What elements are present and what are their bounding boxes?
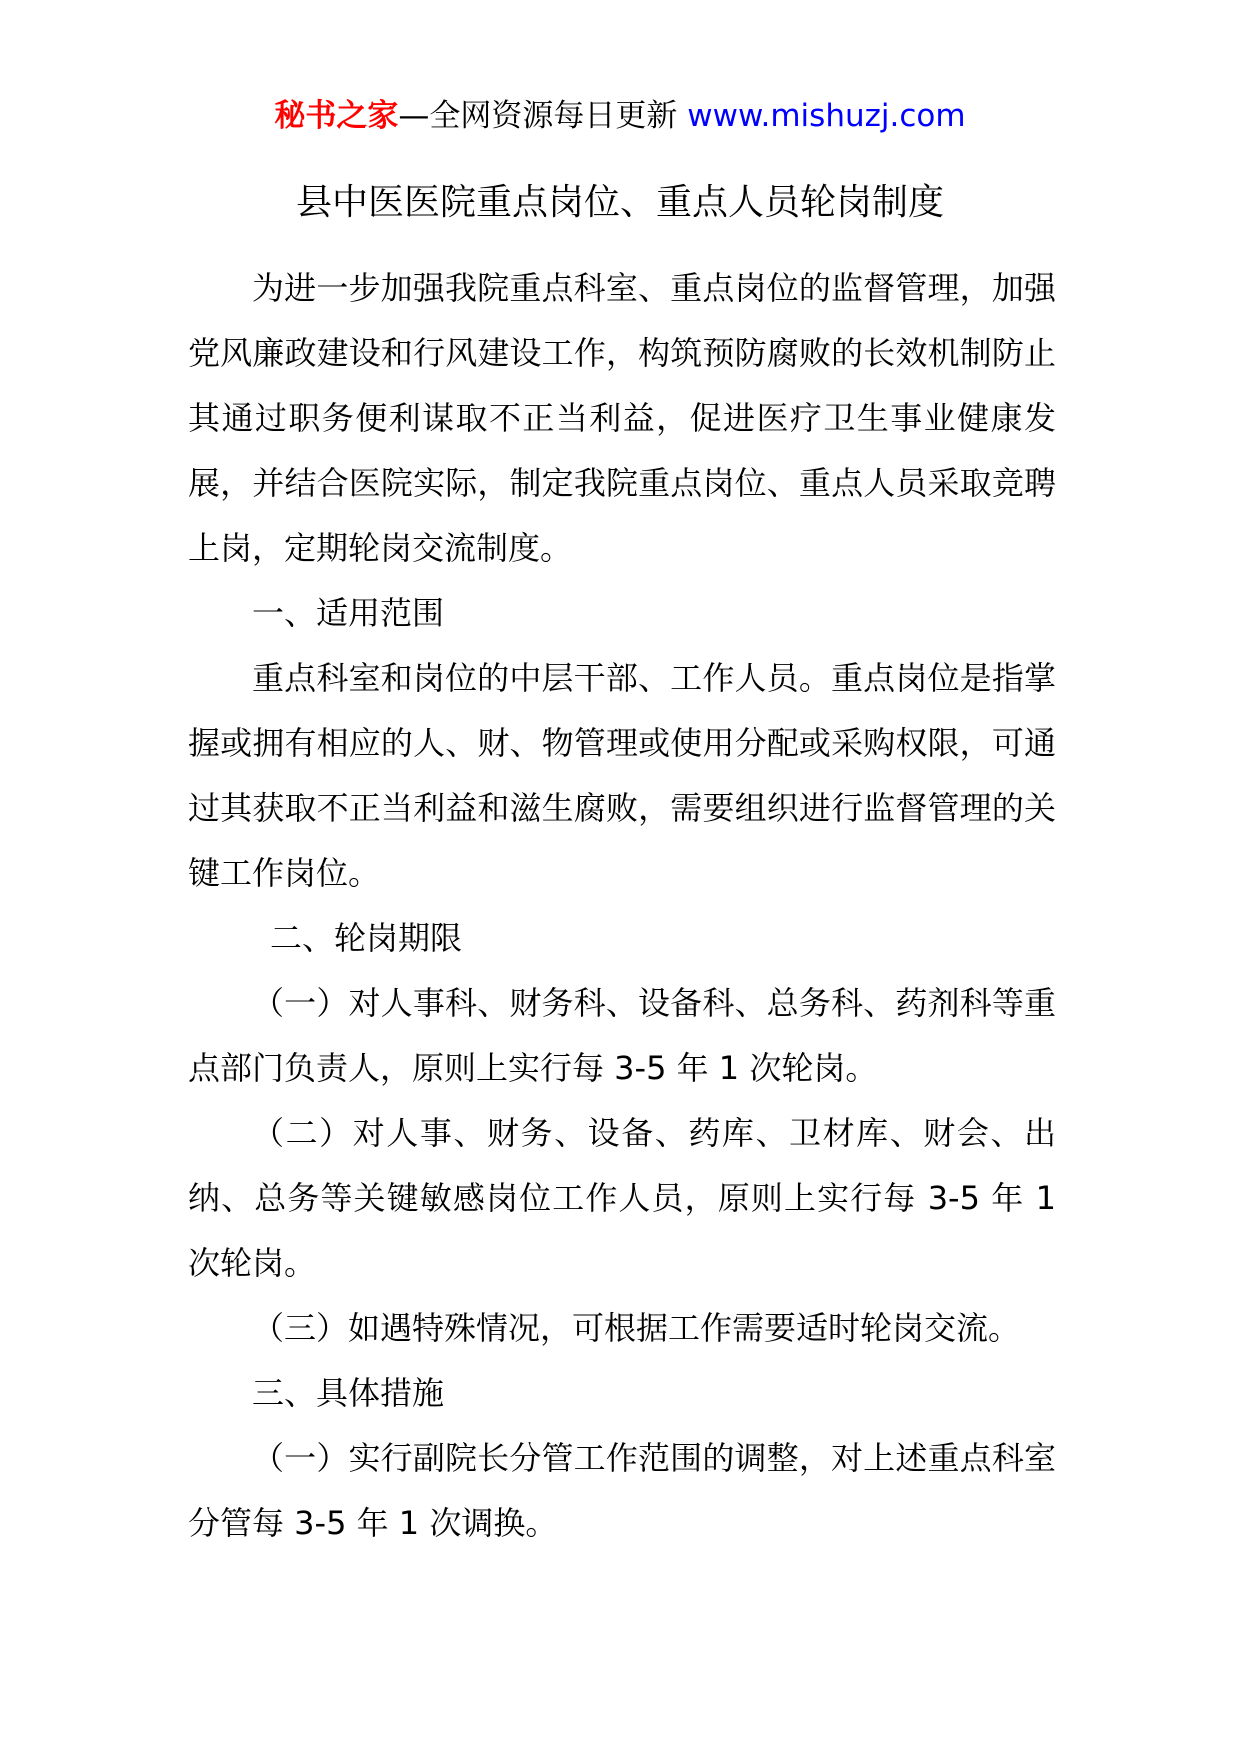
site-header [0, 96, 1240, 136]
site-url-link[interactable]: www.mishuzj.com [687, 98, 966, 134]
rotation-item-1: （一）对人事科、财务科、设备科、总务科、药剂科等重点部门负责人，原则上实行每 3-5 年 1 次轮岗。 [188, 984, 1056, 1087]
section-heading-scope: 一、适用范围 [252, 594, 445, 632]
document-body [188, 256, 1056, 1556]
measure-item-1: （一）实行副院长分管工作范围的调整，对上述重点科室分管每 3-5 年 1 次调换。 [188, 1439, 1056, 1542]
document-title: 县中医医院重点岗位、重点人员轮岗制度 [295, 182, 944, 223]
scope-paragraph: 重点科室和岗位的中层干部、工作人员。重点岗位是指掌握或拥有相应的人、财、物管理或使用分配或采购权限，可通过其获取不正当利益和滋生腐败，需要组织进行监督管理的关键工作岗位。 [188, 659, 1056, 892]
section-heading-rotation-period: 二、轮岗期限 [270, 919, 463, 957]
rotation-item-2: （二）对人事、财务、设备、药库、卫材库、财会、出纳、总务等关键敏感岗位工作人员，原则上实行每 3-5 年 1 次轮岗。 [188, 1114, 1056, 1282]
section-heading-measures: 三、具体措施 [252, 1374, 445, 1412]
site-slogan: —全网资源每日更新 [398, 98, 688, 134]
site-brand: 秘书之家 [274, 98, 399, 134]
intro-paragraph: 为进一步加强我院重点科室、重点岗位的监督管理，加强党风廉政建设和行风建设工作，构筑预防腐败的长效机制防止其通过职务便利谋取不正当利益，促进医疗卫生事业健康发展，并结合医院实际，制定我院重点岗位、重点人员采取竞聘上岗，定期轮岗交流制度。 [188, 269, 1056, 567]
rotation-item-3: （三）如遇特殊情况，可根据工作需要适时轮岗交流。 [252, 1309, 1021, 1347]
